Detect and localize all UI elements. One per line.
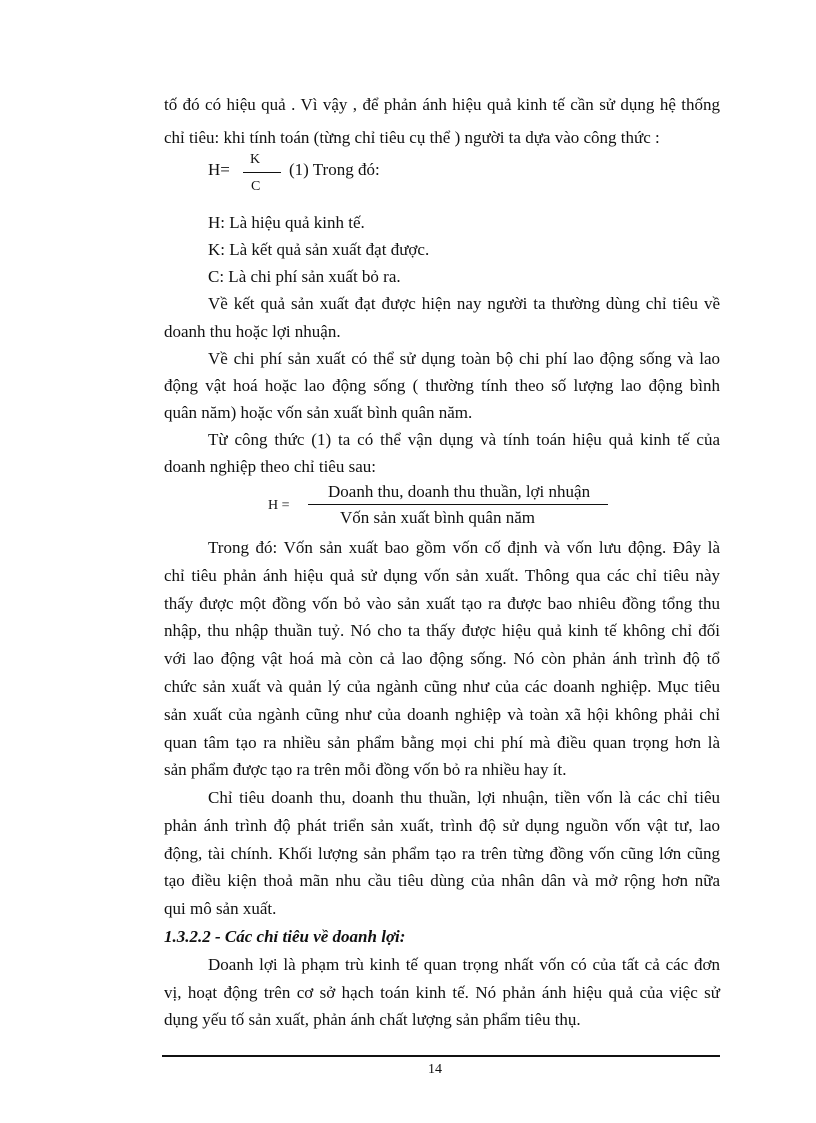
- section-heading: 1.3.2.2 - Các chỉ tiêu về doanh lợi:: [164, 927, 406, 946]
- footer-rule: [162, 1055, 720, 1057]
- formula-1-denominator: C: [251, 179, 261, 194]
- definition-h: H: Là hiệu quả kinh tế.: [208, 213, 365, 232]
- body-text-line: quân năm) hoặc vốn sản xuất bình quân năm.: [164, 403, 473, 422]
- body-text-line: qui mô sản xuất.: [164, 899, 277, 918]
- body-text-line: động, tài chính. Khối lượng sản phẩm tạo ra trên từng đồng vốn cũng lớn cũng: [164, 844, 720, 863]
- formula-1-fraction-bar: [243, 172, 281, 173]
- body-text-line: Về kết quả sản xuất đạt được hiện nay người ta thường dùng chỉ tiêu về: [208, 294, 720, 313]
- body-text-line: vị, hoạt động trên cơ sở hạch toán kinh tế. Nó phản ánh hiệu quả của việc sử: [164, 983, 720, 1002]
- body-text-line: sản phẩm được tạo ra trên mỗi đồng vốn bỏ ra nhiều hay ít.: [164, 760, 567, 779]
- body-text-line: phản ánh trình độ phát triển sản xuất, trình độ sử dụng nguồn vốn vật tư, lao: [164, 816, 720, 835]
- body-text-line: động vật hoá hoặc lao động sống ( thường tính theo số lượng lao động bình: [164, 376, 720, 395]
- body-text-line: chỉ tiêu: khi tính toán (từng chỉ tiêu cụ thể ) người ta dựa vào công thức :: [164, 128, 660, 147]
- formula-2-lhs: H =: [268, 498, 290, 513]
- formula-2-denominator: Vốn sản xuất bình quân năm: [340, 508, 535, 527]
- body-text-line: chức sản xuất và quản lý của ngành cũng như của các doanh nghiệp. Mục tiêu: [164, 677, 720, 696]
- body-text-line: Doanh lợi là phạm trù kinh tế quan trọng nhất vốn có của tất cả các đơn: [208, 955, 720, 974]
- body-text-line: doanh thu hoặc lợi nhuận.: [164, 322, 341, 341]
- formula-1-lhs: H=: [208, 160, 230, 179]
- body-text-line: thấy được một đồng vốn bỏ vào sản xuất tạo ra được bao nhiêu đồng tổng thu: [164, 594, 720, 613]
- body-text-line: chỉ tiêu phản ánh hiệu quả sử dụng vốn sản xuất. Thông qua các chỉ tiêu này: [164, 566, 720, 585]
- body-text-line: Về chi phí sản xuất có thể sử dụng toàn bộ chi phí lao động sống và lao: [208, 349, 720, 368]
- formula-1-numerator: K: [250, 152, 261, 167]
- body-text-line: tố đó có hiệu quả . Vì vậy , để phản ánh hiệu quả kinh tế cần sử dụng hệ thống: [164, 95, 720, 114]
- body-text-line: sản xuất của ngành cũng như của doanh nghiệp và toàn xã hội không phải chỉ: [164, 705, 720, 724]
- formula-1-label: (1) Trong đó:: [289, 160, 380, 179]
- body-text-line: tạo điều kiện thoả mãn nhu cầu tiêu dùng của nhân dân và mở rộng hơn nữa: [164, 871, 720, 890]
- formula-2-numerator: Doanh thu, doanh thu thuần, lợi nhuận: [328, 482, 591, 501]
- body-text-line: quan tâm tạo ra nhiều sản phẩm bằng mọi chi phí mà điều quan trọng hơn là: [164, 733, 720, 752]
- body-text-line: Trong đó: Vốn sản xuất bao gồm vốn cố định và vốn lưu động. Đây là: [208, 538, 720, 557]
- definition-k: K: Là kết quả sản xuất đạt được.: [208, 240, 430, 259]
- page-number: 14: [428, 1062, 442, 1077]
- body-text-line: với lao động vật hoá mà còn cả lao động sống. Nó còn phản ánh trình độ tổ: [164, 649, 720, 668]
- formula-2-fraction-bar: [308, 504, 608, 505]
- body-text-line: Chỉ tiêu doanh thu, doanh thu thuần, lợi nhuận, tiền vốn là các chỉ tiêu: [208, 788, 720, 807]
- definition-c: C: Là chi phí sản xuất bỏ ra.: [208, 267, 401, 286]
- body-text-line: dụng yếu tố sản xuất, phản ánh chất lượng sản phẩm tiêu thụ.: [164, 1010, 581, 1029]
- body-text-line: nhập, thu nhập thuần tuỷ. Nó cho ta thấy được hiệu quả kinh tế không chỉ đối: [164, 621, 720, 640]
- body-text-line: doanh nghiệp theo chỉ tiêu sau:: [164, 457, 376, 476]
- body-text-line: Từ công thức (1) ta có thể vận dụng và tính toán hiệu quả kinh tế của: [208, 430, 720, 449]
